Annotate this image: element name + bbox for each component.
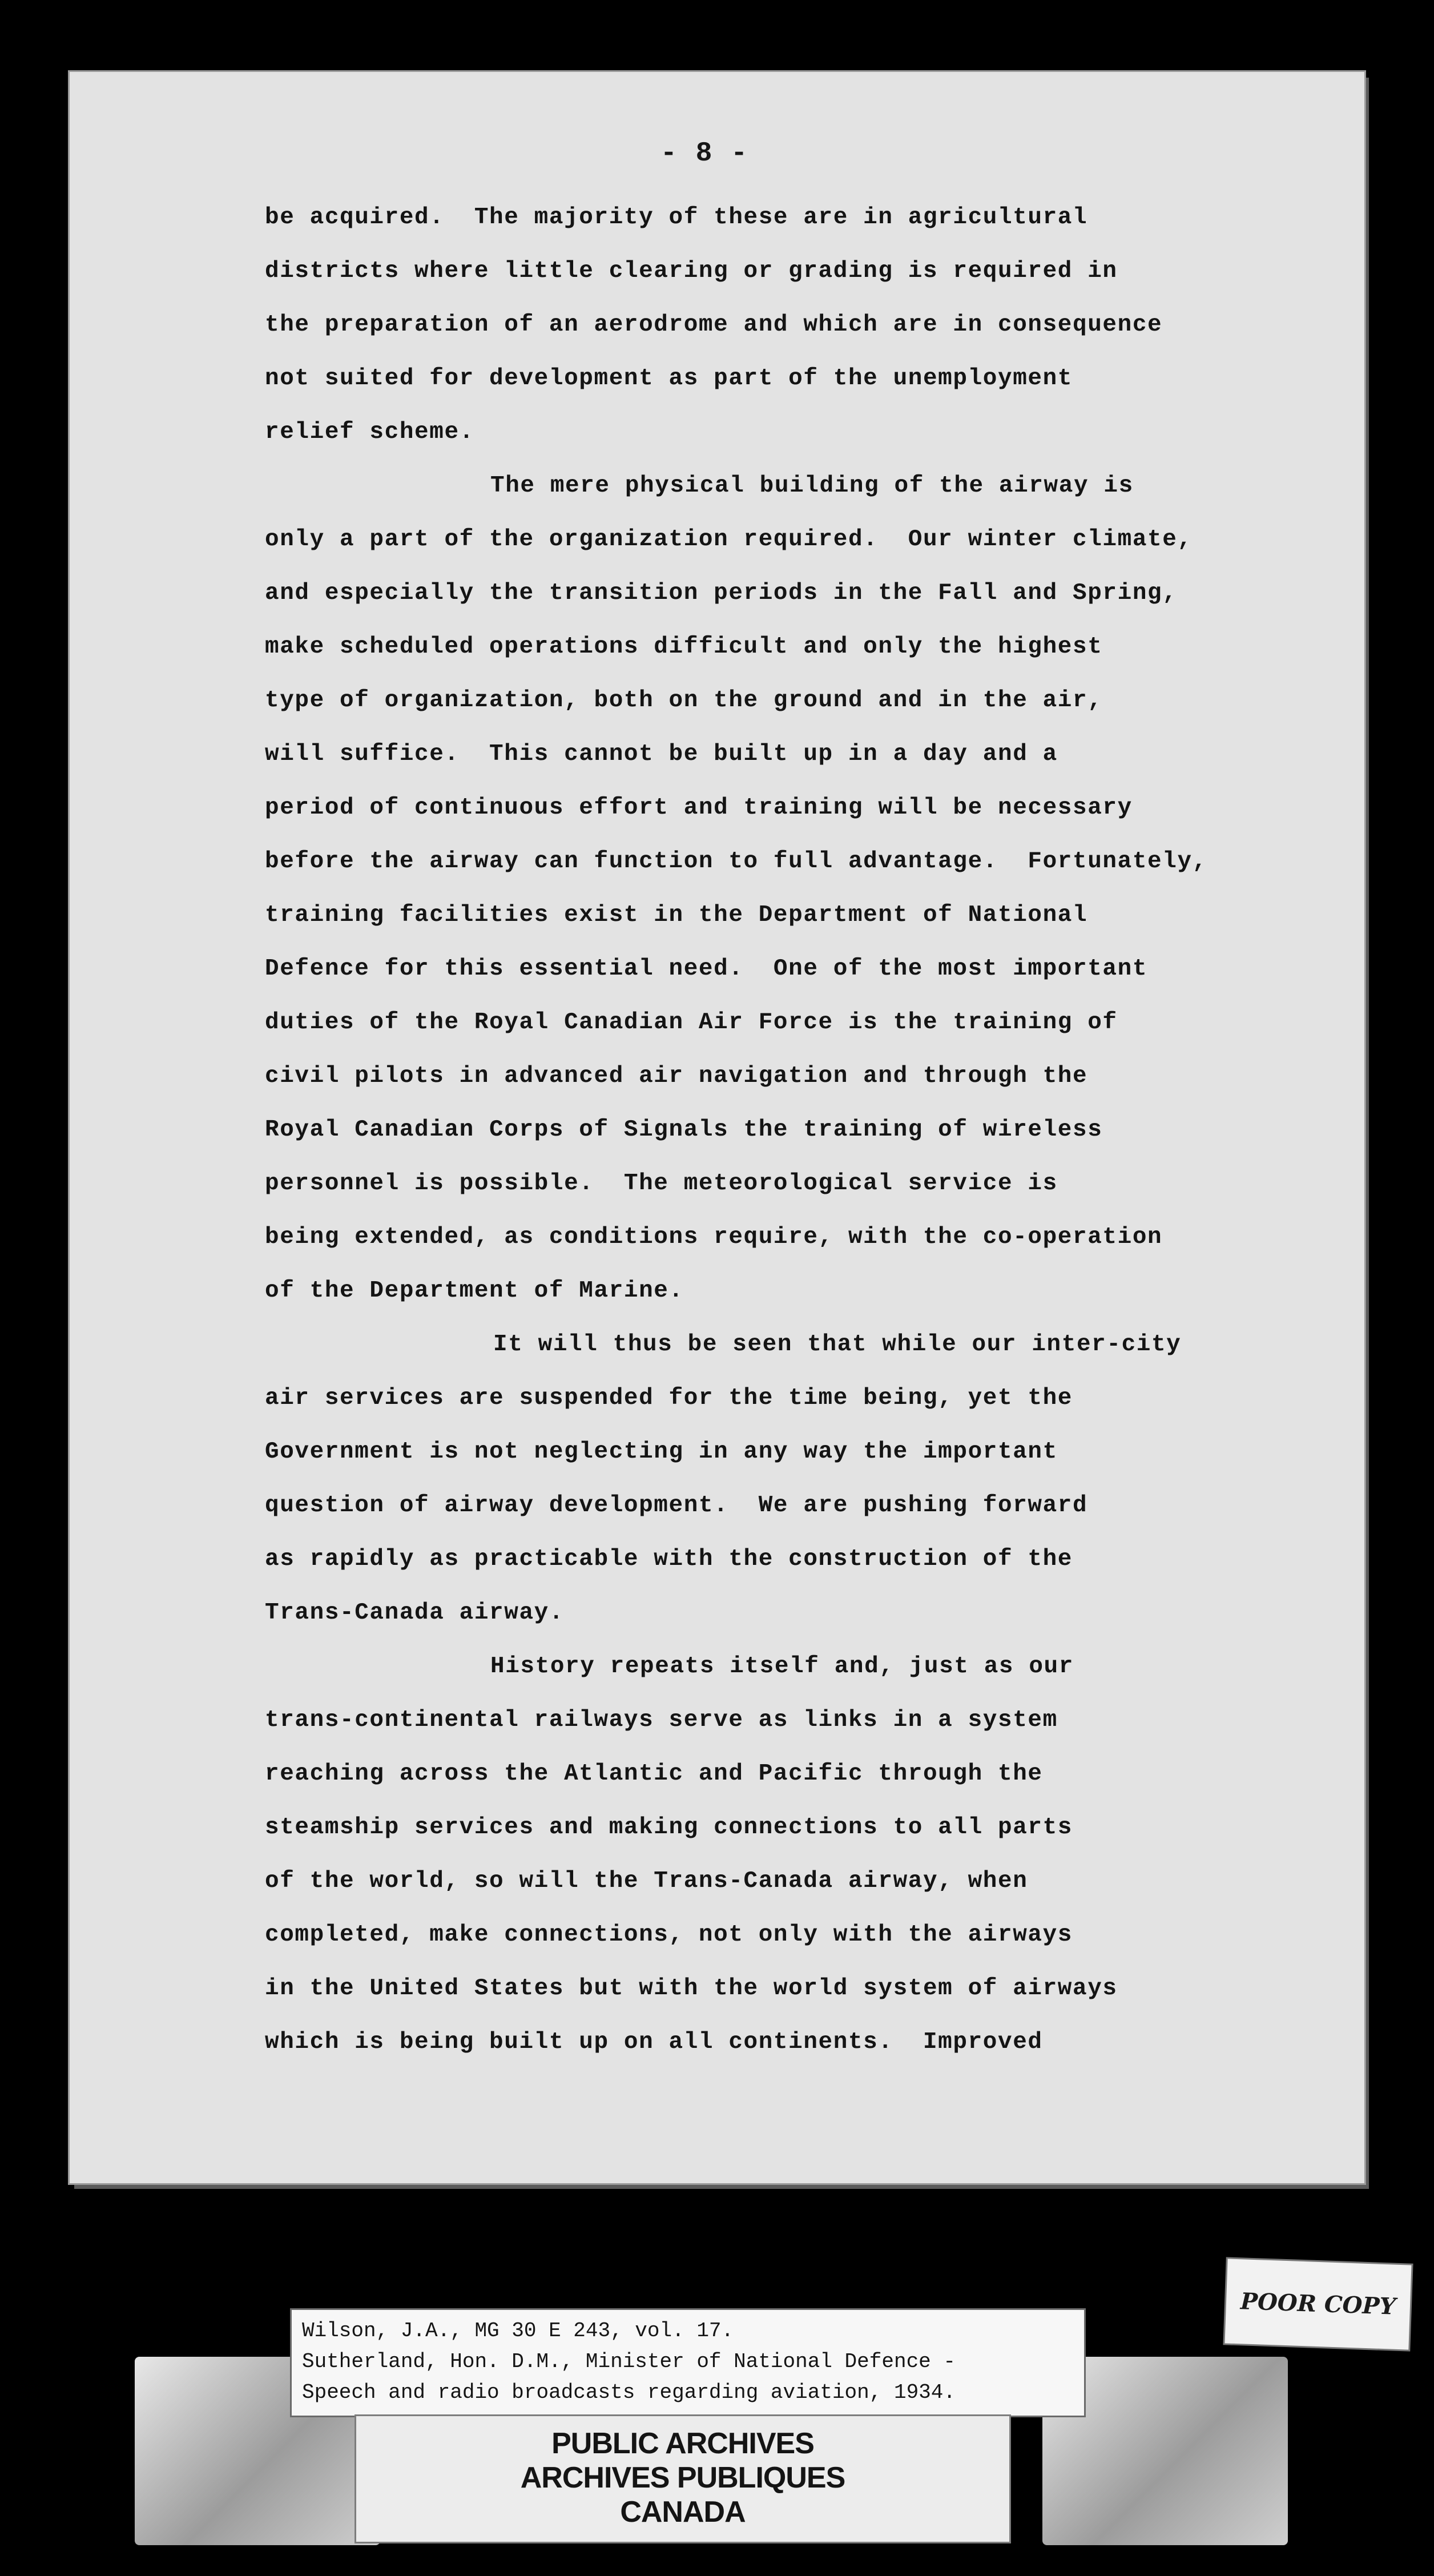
text-line: civil pilots in advanced air navigation and through the	[265, 1063, 1088, 1089]
text-line: Government is not neglecting in any way the important	[265, 1439, 1058, 1465]
archives-line: ARCHIVES PUBLIQUES	[520, 2461, 845, 2494]
text-line: and especially the transition periods in the Fall and Spring,	[265, 580, 1178, 606]
text-line: not suited for development as part of the unemployment	[265, 365, 1073, 392]
text-line: trans-continental railways serve as links in a system	[265, 1707, 1058, 1733]
text-line: period of continuous effort and training will be necessary	[265, 795, 1133, 821]
text-line: be acquired. The majority of these are in agricultural	[265, 204, 1088, 231]
citation-line: Wilson, J.A., MG 30 E 243, vol. 17.	[302, 2319, 734, 2342]
archives-line: CANADA	[620, 2496, 746, 2529]
text-line: make scheduled operations difficult and only the highest	[265, 634, 1103, 660]
paragraph-3	[265, 1318, 1338, 1640]
text-line: reaching across the Atlantic and Pacific through the	[265, 1761, 1043, 1787]
archives-line: PUBLIC ARCHIVES	[551, 2427, 814, 2460]
text-line: of the Department of Marine.	[265, 1278, 684, 1304]
stamp-text: POOR COPY	[1240, 2288, 1396, 2320]
text-line: Defence for this essential need. One of the most important	[265, 956, 1148, 982]
citation-line: Speech and radio broadcasts regarding aviation, 1934.	[302, 2381, 956, 2404]
text-line: Trans-Canada airway.	[265, 1600, 565, 1626]
document-page	[70, 72, 1364, 2183]
text-line: only a part of the organization required. Our winter climate,	[265, 526, 1193, 553]
archives-label	[356, 2416, 1009, 2542]
text-line: of the world, so will the Trans-Canada airway, when	[265, 1868, 1028, 1894]
paragraph-1	[265, 191, 1338, 459]
text-line: It will thus be seen that while our inter-city	[493, 1331, 1182, 1358]
citation-line: Sutherland, Hon. D.M., Minister of National Defence -	[302, 2350, 956, 2373]
text-line: which is being built up on all continents. Improved	[265, 2029, 1043, 2055]
text-line: completed, make connections, not only with the airways	[265, 1922, 1073, 1948]
text-line: being extended, as conditions require, with the co-operation	[265, 1224, 1163, 1250]
text-line: before the airway can function to full advantage. Fortunately,	[265, 848, 1207, 875]
body-text	[265, 191, 1338, 2069]
paragraph-2	[265, 459, 1338, 1318]
citation-label	[292, 2310, 1084, 2416]
page-number: - 8 -	[660, 138, 749, 169]
text-line: will suffice. This cannot be built up in a day and a	[265, 741, 1058, 767]
text-line: Royal Canadian Corps of Signals the training of wireless	[265, 1117, 1103, 1143]
text-line: question of airway development. We are pushing forward	[265, 1492, 1088, 1519]
paragraph-4	[265, 1640, 1338, 2069]
text-line: The mere physical building of the airway is	[490, 473, 1134, 499]
text-line: relief scheme.	[265, 419, 474, 445]
text-line: air services are suspended for the time being, yet the	[265, 1385, 1073, 1411]
text-line: in the United States but with the world system of airways	[265, 1975, 1118, 2002]
text-line: training facilities exist in the Department of National	[265, 902, 1088, 928]
text-line: duties of the Royal Canadian Air Force is the training of	[265, 1009, 1118, 1036]
poor-copy-stamp	[1225, 2259, 1412, 2349]
text-line: steamship services and making connections to all parts	[265, 1814, 1073, 1841]
text-line: districts where little clearing or grading is required in	[265, 258, 1118, 284]
text-line: personnel is possible. The meteorological service is	[265, 1170, 1058, 1197]
text-line: type of organization, both on the ground and in the air,	[265, 687, 1103, 714]
text-line: History repeats itself and, just as our	[490, 1653, 1074, 1680]
text-line: the preparation of an aerodrome and which are in consequence	[265, 312, 1163, 338]
text-line: as rapidly as practicable with the construction of the	[265, 1546, 1073, 1572]
